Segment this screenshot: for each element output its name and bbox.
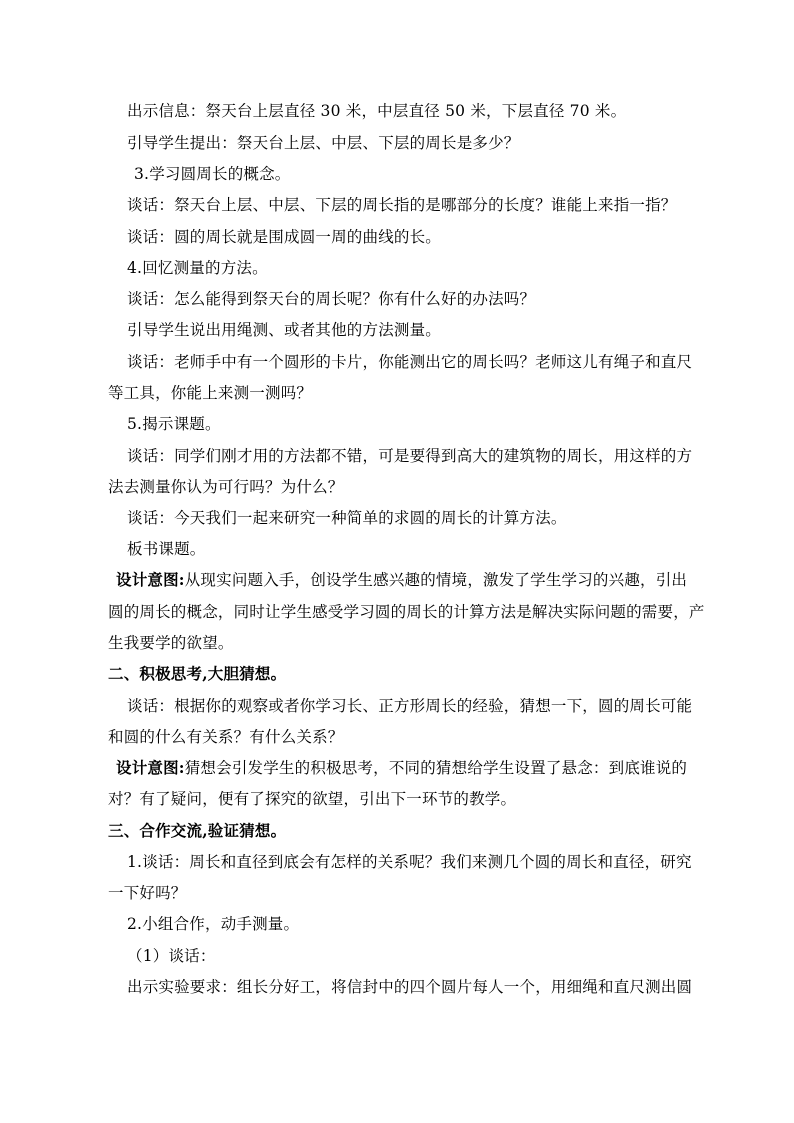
paragraph-line: 等工具，你能上来测一测吗？ xyxy=(108,384,313,402)
paragraph-line: 圆的周长的概念，同时让学生感受学习圆的周长的计算方法是解决实际问题的需要，产 xyxy=(108,603,705,621)
design-intent-label: 设计意图: xyxy=(116,758,185,777)
paragraph-text: 从现实问题入手，创设学生感兴趣的情境，激发了学生学习的兴趣，引出 xyxy=(184,571,688,589)
paragraph-line: 3.学习圆周长的概念。 xyxy=(134,165,291,183)
paragraph-line: 1.谈话：周长和直径到底会有怎样的关系呢？我们来测几个圆的周长和直径，研究 xyxy=(127,853,692,871)
paragraph-line: 谈话：根据你的观察或者你学习长、正方形周长的经验，猜想一下，圆的周长可能 xyxy=(127,697,693,715)
paragraph-line: 法去测量你认为可行吗？为什么？ xyxy=(108,478,344,496)
paragraph-line: 谈话：今天我们一起来研究一种简单的求圆的周长的计算方法。 xyxy=(127,509,567,527)
paragraph-line: 谈话：圆的周长就是围成圆一周的曲线的长。 xyxy=(127,228,442,246)
paragraph-line: 板书课题。 xyxy=(127,540,206,558)
paragraph-line: 对？有了疑问，便有了探究的欲望，引出下一环节的教学。 xyxy=(108,790,517,808)
paragraph-line: 谈话：老师手中有一个圆形的卡片，你能测出它的周长吗？老师这儿有绳子和直尺 xyxy=(127,353,693,371)
section-heading: 二、积极思考,大胆猜想。 xyxy=(108,664,287,683)
paragraph-line: 引导学生说出用绳测、或者其他的方法测量。 xyxy=(127,321,442,339)
paragraph-line: 出示信息：祭天台上层直径 30 米，中层直径 50 米，下层直径 70 米。 xyxy=(127,102,627,120)
paragraph-line: 谈话：同学们刚才用的方法都不错，可是要得到高大的建筑物的周长，用这样的方 xyxy=(127,447,693,465)
paragraph-line: （1）谈话： xyxy=(127,947,216,965)
design-intent-paragraph xyxy=(116,758,687,778)
paragraph-line: 谈话：祭天台上层、中层、下层的周长指的是哪部分的长度？谁能上来指一指？ xyxy=(127,196,677,214)
paragraph-line: 生我要学的欲望。 xyxy=(108,634,234,652)
paragraph-line: 一下好吗？ xyxy=(108,884,187,902)
paragraph-line: 5.揭示课题。 xyxy=(127,415,221,433)
paragraph-line: 引导学生提出：祭天台上层、中层、下层的周长是多少？ xyxy=(127,134,520,152)
paragraph-line: 2.小组合作，动手测量。 xyxy=(127,915,300,933)
paragraph-line: 和圆的什么有关系？有什么关系？ xyxy=(108,728,344,746)
section-heading: 三、合作交流,验证猜想。 xyxy=(108,821,287,840)
paragraph-text: 猜想会引发学生的积极思考，不同的猜想给学生设置了悬念：到底谁说的 xyxy=(184,759,688,777)
design-intent-paragraph xyxy=(116,570,687,590)
paragraph-line: 4.回忆测量的方法。 xyxy=(127,259,268,277)
paragraph-line: 出示实验要求：组长分好工，将信封中的四个圆片每人一个，用细绳和直尺测出圆 xyxy=(127,978,693,996)
design-intent-label: 设计意图: xyxy=(116,570,185,589)
paragraph-line: 谈话：怎么能得到祭天台的周长呢？你有什么好的办法吗？ xyxy=(127,290,536,308)
